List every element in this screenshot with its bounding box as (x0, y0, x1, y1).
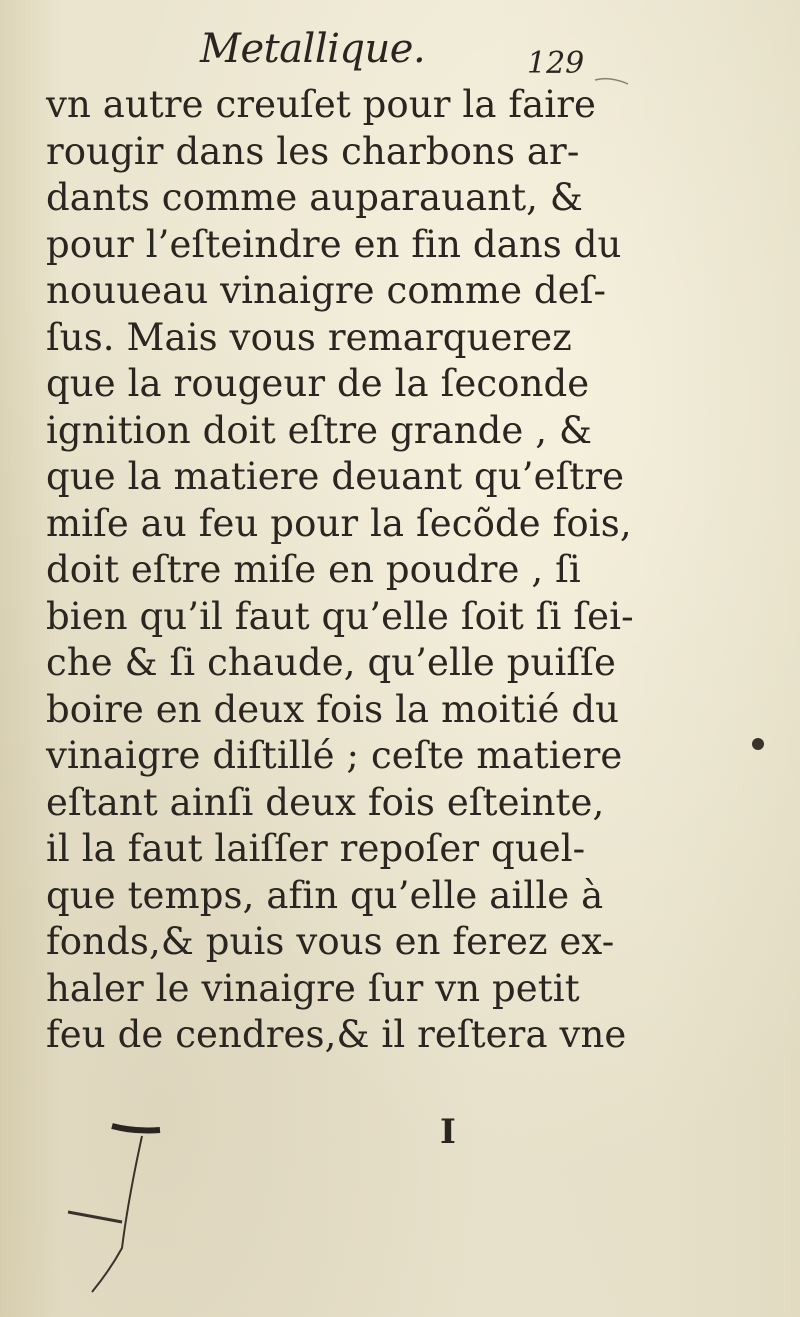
margin-dot (752, 738, 764, 750)
text-line: boire en deux fois la moitié du (46, 687, 620, 731)
text-line: vinaigre diſtillé ; ceſte matiere (46, 734, 623, 777)
text-line: bien qu’il faut qu’elle ſoit ſi ſei- (46, 594, 634, 638)
text-line: que la matiere deuant qu’eſtre (46, 455, 625, 498)
signature-mark: I (440, 1112, 456, 1152)
text-line: dants comme auparauant, & (46, 176, 583, 219)
text-line: que temps, afin qu’elle aille à (46, 873, 604, 917)
text-line: che & ſi chaude, qu’elle puiſſe (46, 641, 616, 684)
text-line: doit eſtre miſe en poudre , ſi (46, 548, 581, 591)
text-line: il la faut laiſſer repoſer quel- (46, 827, 586, 870)
faint-mark (595, 79, 628, 84)
running-title: Metallique. (200, 26, 426, 72)
text-line: fonds,& puis vous en ferez ex- (46, 920, 615, 963)
text-line: feu de cendres,& il reſtera vne (46, 1013, 627, 1056)
text-line: rougir dans les charbons ar- (46, 129, 580, 173)
page-number: 129 (527, 46, 585, 81)
text-line: pour l’eſteindre en fin dans du (46, 222, 622, 266)
ink-stroke (92, 1136, 142, 1292)
text-line: ignition doit eſtre grande , & (46, 408, 593, 452)
text-line: miſe au feu pour la ſecõde fois, (46, 501, 632, 545)
text-line: ſus. Mais vous remarquerez (46, 315, 572, 359)
text-line: eſtant ainſi deux fois eſteinte, (46, 780, 605, 824)
ink-smudge (112, 1126, 160, 1131)
ink-stroke (68, 1212, 122, 1222)
text-line: vn autre creuſet pour la faire (46, 83, 597, 126)
text-line: haler le vinaigre ſur vn petit (46, 966, 580, 1010)
text-line: nouueau vinaigre comme deſ- (46, 269, 607, 312)
text-line: que la rougeur de la ſeconde (46, 362, 590, 405)
